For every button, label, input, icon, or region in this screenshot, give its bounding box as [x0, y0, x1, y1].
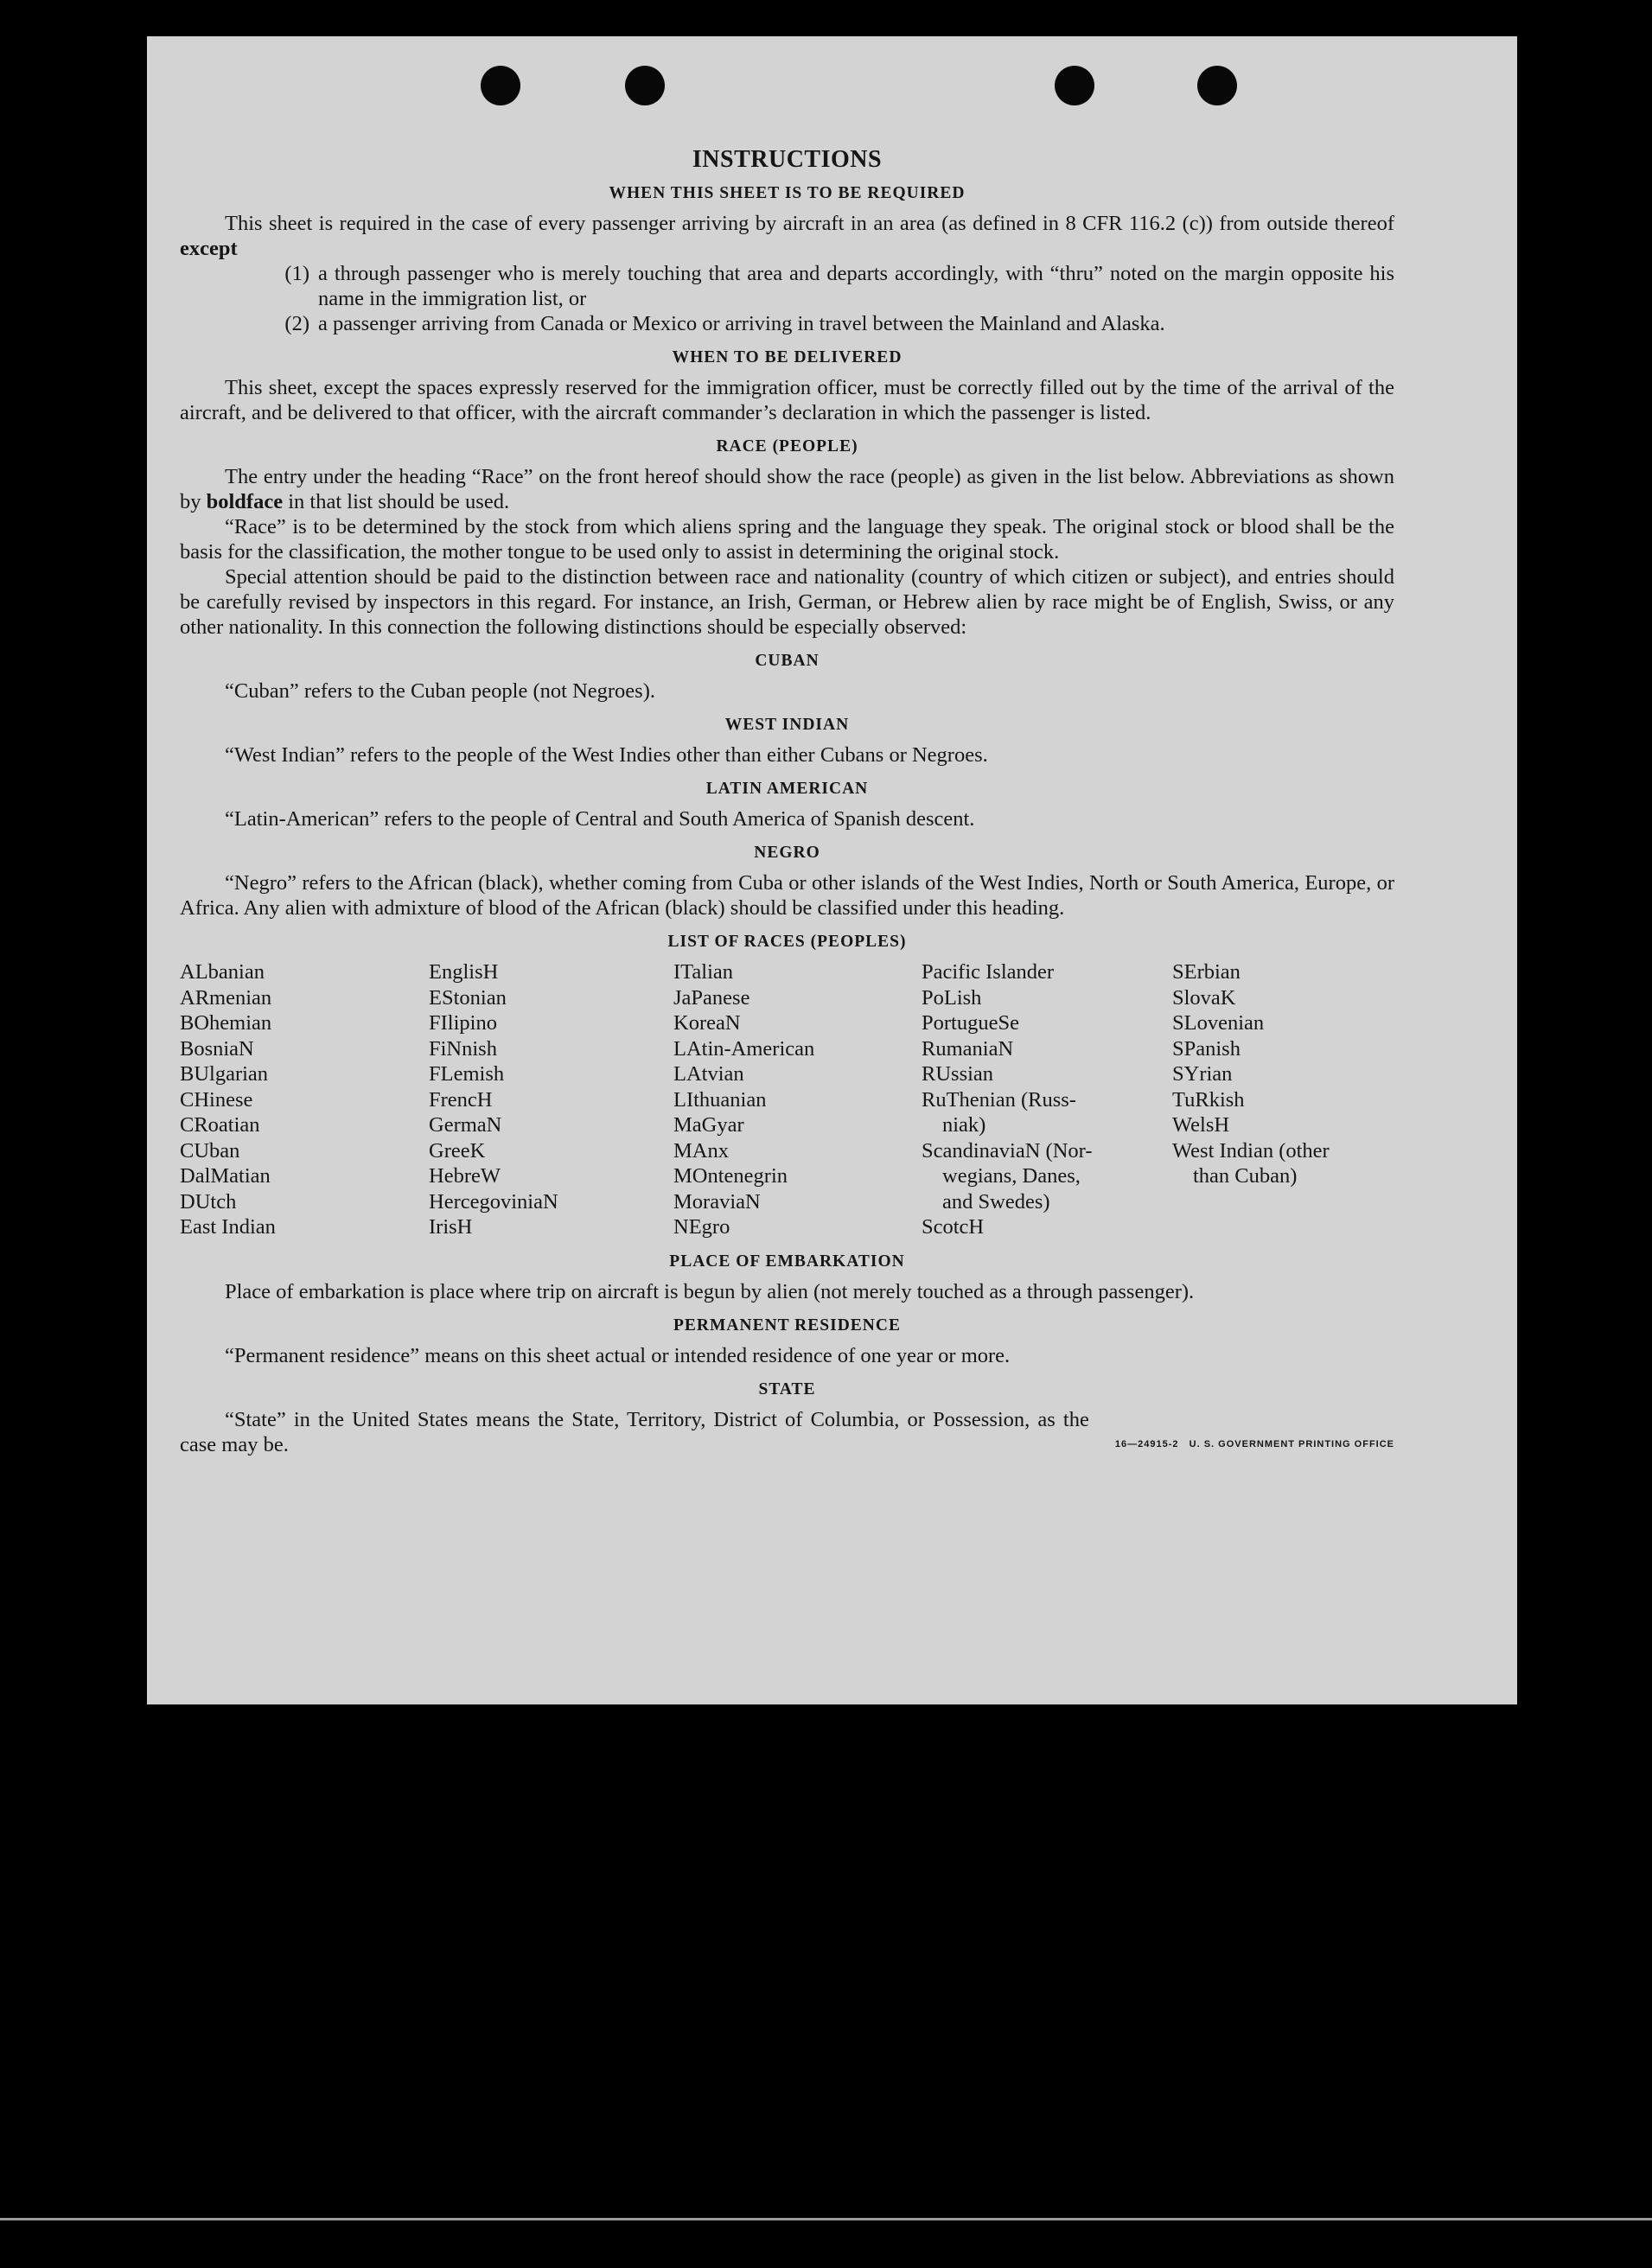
race-entry: CUban: [180, 1138, 240, 1163]
race-entry: RumaniaN: [922, 1036, 1014, 1061]
race-entry: LIthuanian: [673, 1087, 767, 1112]
race-entry: WelsH: [1172, 1113, 1230, 1137]
race-entry: LAtin-American: [673, 1036, 815, 1061]
section-heading: LIST OF RACES (PEOPLES): [667, 933, 907, 951]
paragraph: Special attention should be paid to the distinction between race and nationality (country of which citizen or subject), and entries should be carefully revised by inspectors in this regard. For instance, an Irish, German, or Hebrew alien by race might be of English, Swiss, or any other nationality. In this connection the following distinctions should be especially observed:: [180, 565, 1394, 639]
page-title: INSTRUCTIONS: [692, 146, 883, 173]
paragraph: “Latin-American” refers to the people of Central and South America of Spanish descent.: [225, 807, 975, 831]
paragraph: “Negro” refers to the African (black), whether coming from Cuba or other islands of the West Indies, North or South America, Europe, or Africa. Any alien with admixture of blood of the African (black) should be classified under this heading.: [180, 871, 1394, 920]
race-list: [180, 959, 1394, 1240]
race-entry: RUssian: [922, 1062, 994, 1086]
race-entry: than Cuban): [1193, 1164, 1298, 1188]
race-entry: wegians, Danes,: [942, 1164, 1081, 1188]
race-entry: West Indian (other: [1172, 1138, 1330, 1163]
section-heading: PERMANENT RESIDENCE: [673, 1316, 901, 1335]
race-entry: SPanish: [1172, 1036, 1241, 1061]
race-entry: RuThenian (Russ-: [922, 1087, 1076, 1112]
punch-hole: [625, 66, 665, 105]
race-column: [1172, 959, 1394, 1240]
race-entry: FLemish: [429, 1062, 505, 1086]
paragraph: “Cuban” refers to the Cuban people (not Negroes).: [225, 679, 655, 703]
race-entry: ARmenian: [180, 985, 272, 1010]
race-entry: ScotcH: [922, 1215, 985, 1239]
race-entry: KoreaN: [673, 1011, 741, 1035]
paragraph: This sheet is required in the case of every passenger arriving by aircraft in an area (as defined in 8 CFR 116.2 (c)) from outside thereof except: [180, 212, 1394, 260]
race-entry: BosniaN: [180, 1036, 254, 1061]
race-entry: MOntenegrin: [673, 1164, 788, 1188]
race-entry: FiNnish: [429, 1036, 497, 1061]
race-column: [429, 959, 673, 1240]
race-entry: FrencH: [429, 1087, 493, 1112]
race-entry: PortugueSe: [922, 1011, 1019, 1035]
paragraph: The entry under the heading “Race” on the front hereof should show the race (people) as given in the list below. Abbreviations as shown by boldface in that list should be used.: [180, 465, 1394, 513]
race-entry: JaPanese: [673, 985, 750, 1010]
document-sheet: [147, 36, 1517, 1704]
race-column: [922, 959, 1172, 1240]
section-heading: RACE (PEOPLE): [716, 437, 858, 456]
list-item: (2) a passenger arriving from Canada or Mexico or arriving in travel between the Mainland and Alaska.: [284, 312, 1165, 335]
paragraph: Place of embarkation is place where trip on aircraft is begun by alien (not merely touched as a through passenger).: [225, 1279, 1195, 1303]
printer-imprint: 16—24915-2 U. S. GOVERNMENT PRINTING OFFICE: [1114, 1438, 1394, 1449]
race-entry: CRoatian: [180, 1113, 260, 1137]
paragraph: “Race” is to be determined by the stock from which aliens spring and the language they speak. The original stock or blood shall be the basis for the classification, the mother tongue to be used only to assist in determining the original stock.: [180, 515, 1394, 564]
race-entry: niak): [942, 1113, 986, 1137]
race-column: [180, 959, 429, 1240]
section-heading: WHEN THIS SHEET IS TO BE REQUIRED: [609, 184, 966, 202]
punch-hole: [1197, 66, 1237, 105]
race-entry: MaGyar: [673, 1113, 744, 1137]
race-entry: MoraviaN: [673, 1189, 761, 1214]
race-entry: Pacific Islander: [922, 960, 1055, 984]
race-column: [673, 959, 922, 1240]
section-heading: NEGRO: [754, 844, 820, 862]
race-entry: LAtvian: [673, 1062, 744, 1086]
race-entry: ITalian: [673, 960, 734, 984]
paragraph: This sheet, except the spaces expressly reserved for the immigration officer, must be correctly filled out by the time of the arrival of the aircraft, and be delivered to that officer, with the aircraft commander’s declaration in which the passenger is listed.: [180, 376, 1394, 424]
race-entry: East Indian: [180, 1215, 276, 1239]
race-entry: NEgro: [673, 1215, 730, 1239]
race-entry: GreeK: [429, 1138, 486, 1163]
scan-edge-line: [0, 2218, 1652, 2220]
race-entry: SLovenian: [1172, 1011, 1265, 1035]
race-entry: MAnx: [673, 1138, 729, 1163]
race-entry: ScandinaviaN (Nor-: [922, 1138, 1093, 1163]
paragraph: “West Indian” refers to the people of the West Indies other than either Cubans or Negroes.: [225, 743, 988, 767]
race-entry: SYrian: [1172, 1062, 1233, 1086]
race-entry: ALbanian: [180, 960, 265, 984]
punch-hole: [481, 66, 520, 105]
race-entry: GermaN: [429, 1113, 502, 1137]
instructions-content: [180, 147, 1394, 1457]
punch-hole: [1055, 66, 1094, 105]
race-entry: CHinese: [180, 1087, 253, 1112]
race-entry: SErbian: [1172, 960, 1241, 984]
race-entry: HercegoviniaN: [429, 1189, 558, 1214]
race-entry: PoLish: [922, 985, 982, 1010]
race-entry: FIlipino: [429, 1011, 497, 1035]
race-entry: and Swedes): [942, 1189, 1050, 1214]
race-entry: BOhemian: [180, 1011, 272, 1035]
race-entry: SlovaK: [1172, 985, 1236, 1010]
section-heading: LATIN AMERICAN: [705, 780, 869, 798]
race-entry: DUtch: [180, 1189, 237, 1214]
paragraph: “Permanent residence” means on this sheet actual or intended residence of one year or more.: [225, 1343, 1011, 1367]
section-heading: CUBAN: [755, 652, 820, 670]
race-entry: EStonian: [429, 985, 507, 1010]
list-item: (1) a through passenger who is merely touching that area and departs accordingly, with “thru” noted on the margin opposite his name in the immigration list, or: [284, 262, 1394, 310]
section-heading: STATE: [758, 1379, 816, 1398]
race-entry: TuRkish: [1172, 1087, 1245, 1112]
paragraph: “State” in the United States means the State, Territory, District of Columbia, or Possession, as the case may be.: [180, 1407, 1089, 1456]
state-footer-line: [180, 1407, 1394, 1457]
race-entry: BUlgarian: [180, 1062, 269, 1086]
race-entry: HebreW: [429, 1164, 501, 1188]
race-entry: IrisH: [429, 1215, 473, 1239]
race-entry: DalMatian: [180, 1164, 271, 1188]
section-heading: WEST INDIAN: [724, 716, 850, 734]
race-entry: EnglisH: [429, 960, 499, 984]
section-heading: WHEN TO BE DELIVERED: [672, 348, 903, 366]
section-heading: PLACE OF EMBARKATION: [669, 1252, 905, 1271]
